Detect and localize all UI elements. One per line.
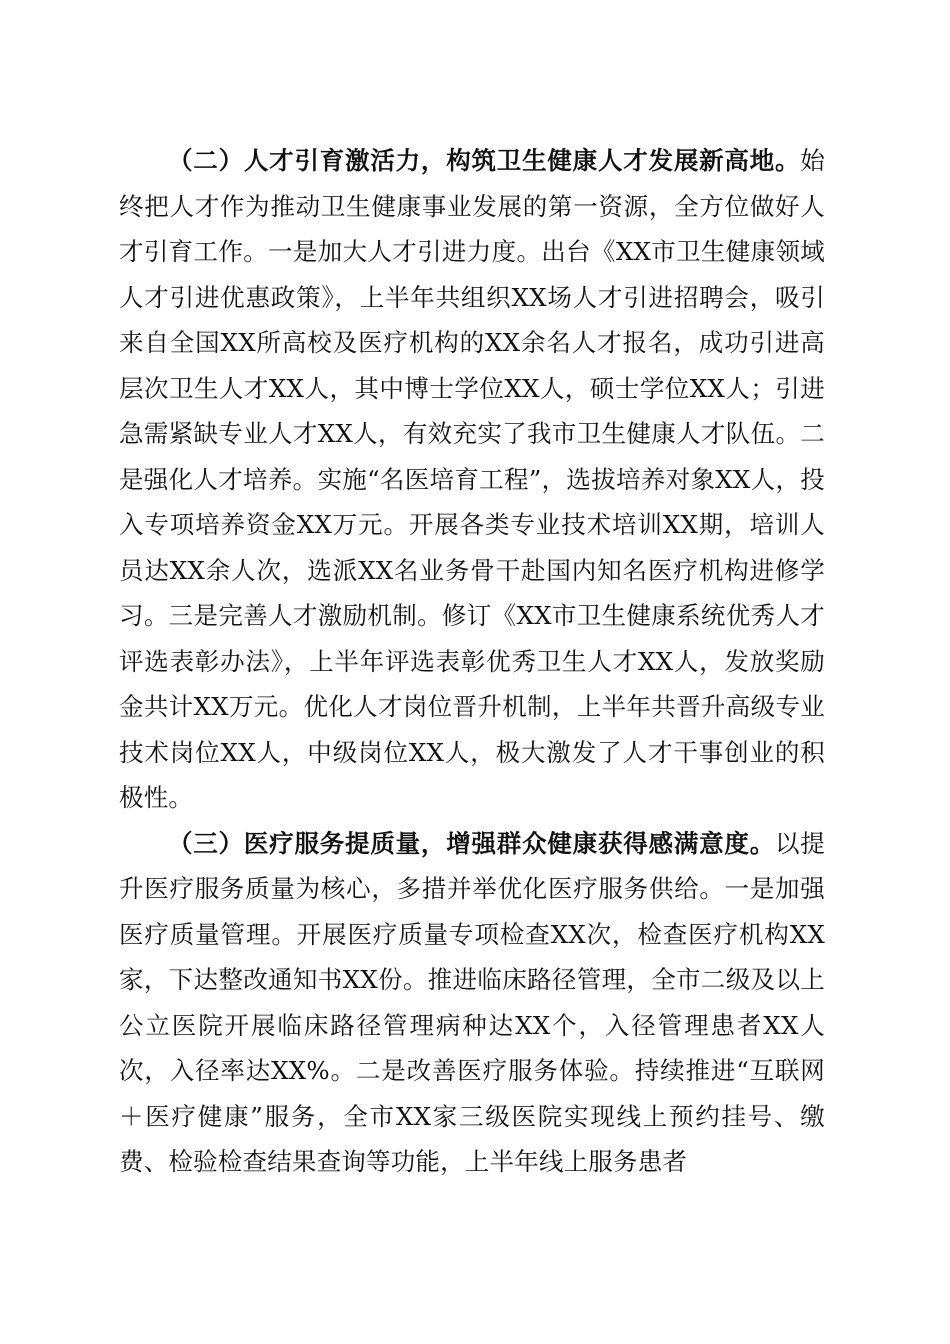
paragraph-medical-service [119, 821, 825, 1185]
paragraph-body-talent: 始终把人才作为推动卫生健康事业发展的第一资源，全方位做好人才引育工作。一是加大人才引进力度。出台《XX市卫生健康领域人才引进优惠政策》，上半年共组织XX场人才引进招聘会，吸引来自全国XX所高校及医疗机构的XX余名人才报名，成功引进高层次卫生人才XX人，其中博士学位XX人，硕士学位XX人；引进急需紧缺专业人才XX人，有效充实了我市卫生健康人才队伍。二是强化人才培养。实施“名医培育工程”，选拔培养对象XX人，投入专项培养资金XX万元。开展各类专业技术培训XX期，培训人员达XX余人次，选派XX名业务骨干赴国内知名医疗机构进修学习。三是完善人才激励机制。修订《XX市卫生健康系统优秀人才评选表彰办法》，上半年评选表彰优秀卫生人才XX人，发放奖励金共计XX万元。优化人才岗位晋升机制，上半年共晋升高级专业技术岗位XX人，中级岗位XX人，极大激发了人才干事创业的积极性。 [119, 146, 825, 812]
paragraph-talent [119, 138, 825, 821]
section-heading-medical-service: （三）医疗服务提质量，增强群众健康获得感满意度。 [168, 828, 775, 858]
document-page [119, 138, 825, 1185]
section-heading-talent: （二）人才引育激活力，构筑卫生健康人才发展新高地。 [168, 146, 801, 175]
paragraph-body-medical-service: 以提升医疗服务质量为核心，多措并举优化医疗服务供给。一是加强医疗质量管理。开展医疗质量专项检查XX次，检查医疗机构XX家，下达整改通知书XX份。推进临床路径管理，全市二级及以上公立医院开展临床路径管理病种达XX个，入径管理患者XX人次，入径率达XX%。二是改善医疗服务体验。持续推进“互联网＋医疗健康”服务，全市XX家三级医院实现线上预约挂号、缴费、检验检查结果查询等功能，上半年线上服务患者 [119, 828, 825, 1176]
